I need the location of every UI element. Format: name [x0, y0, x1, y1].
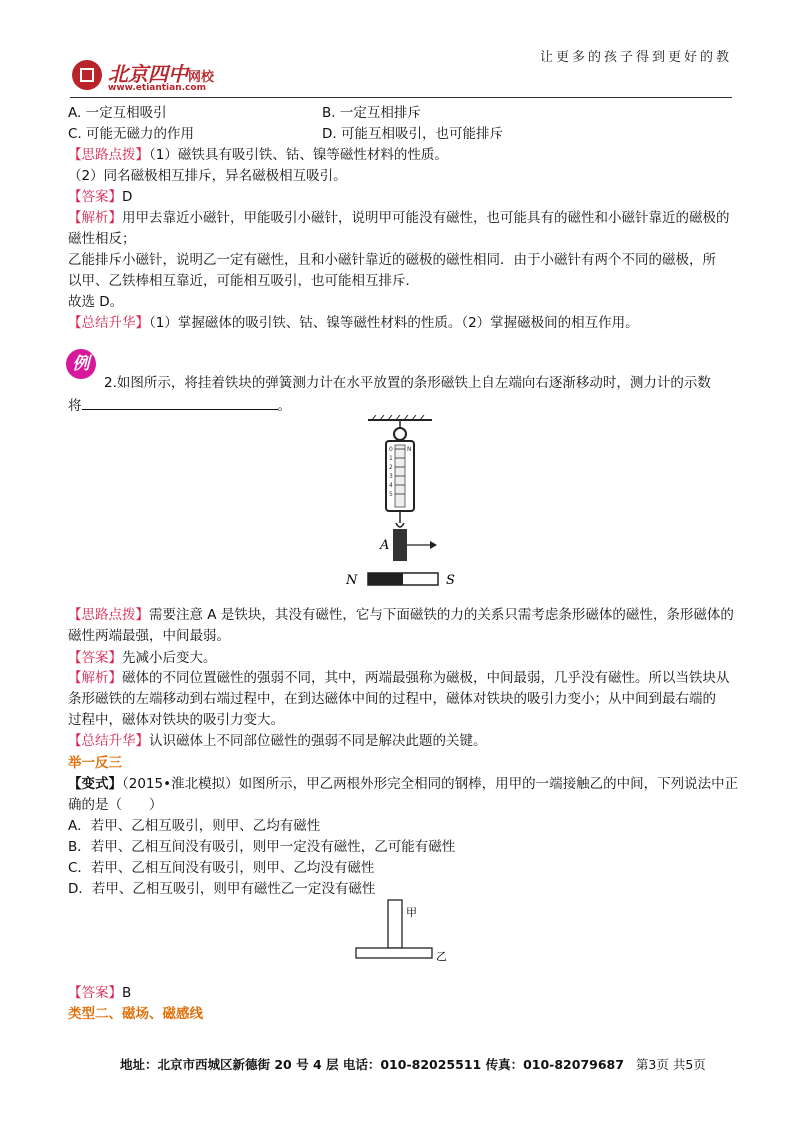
logo-name: 北京四中 — [108, 62, 188, 86]
q2-tip-text-1: 需要注意 A 是铁块，其没有磁性，它与下面磁铁的力的关系只需考虑条形磁体的磁性，条形磁体的 — [149, 607, 734, 623]
q1-explain-text-1: 用甲去靠近小磁针，甲能吸引小磁针，说明甲可能没有磁性，也可能具有的磁性和小磁针靠近的磁极的 — [122, 210, 730, 226]
footer-address: 地址：北京市西城区新德街 20 号 4 层 电话：010-82025511 传真：010-82079687 — [120, 1057, 624, 1072]
q2-tip-label: 【思路点拨】 — [68, 607, 149, 623]
top-ring — [394, 428, 406, 440]
logo-sub: 网校 — [188, 70, 215, 85]
q1-explain-line-4: 以甲、乙铁棒相互靠近，可能相互吸引，也可能相互排斥． — [68, 273, 419, 289]
q1-tip-text-1: （1）磁铁具有吸引铁、钴、镍等磁性材料的性质。 — [149, 147, 448, 163]
q1-answer-value: D — [122, 189, 133, 205]
footer-page: 第3页 共5页 — [635, 1057, 706, 1072]
q2-stem-line-1: 2.如图所示，将挂着铁块的弹簧测力计在水平放置的条形磁铁上自左端向右逐渐移动时，测力计的示数 — [104, 375, 711, 391]
q2-explain-line-2: 条形磁铁的左端移动到右端过程中，在到达磁体中间的过程中，磁体对铁块的吸引力变小；从中间到最右端的 — [68, 691, 716, 707]
q1-explain-line-3: 乙能排斥小磁针，说明乙一定有磁性，且和小磁针靠近的磁极的磁性相同．由于小磁针有两个不同的磁极，所 — [68, 252, 716, 268]
q1-summary-label: 【总结升华】 — [68, 315, 149, 331]
hook — [396, 523, 404, 527]
logo-url: www.etiantian.com — [108, 83, 206, 93]
svg-text:5: 5 — [389, 491, 393, 498]
header-divider — [70, 97, 732, 98]
q2-explain-text-1: 磁体的不同位置磁性的强弱不同，其中，两端最强称为磁极，中间最弱，几乎没有磁性。所以当铁块从 — [122, 670, 730, 686]
q2-summary-text: 认识磁体上不同部位磁性的强弱不同是解决此题的关键。 — [149, 733, 487, 749]
fig-label-jia: 甲 — [406, 906, 417, 919]
spring-scale-figure — [340, 415, 470, 595]
variant-option-b: B．若甲、乙相互间没有吸引，则甲一定没有磁性，乙可能有磁性 — [68, 839, 456, 855]
fig-label-a: A — [380, 538, 390, 553]
q2-answer-blank — [82, 395, 278, 410]
q2-explain-line-3: 过程中，磁体对铁块的吸引力变大。 — [68, 712, 284, 728]
q1-explain-line-2: 磁性相反； — [68, 231, 136, 247]
rod-jia — [388, 900, 402, 948]
q2-stem-line-2 — [68, 395, 291, 416]
q1-tip-label: 【思路点拨】 — [68, 147, 149, 163]
variant-stem-line-1 — [68, 774, 738, 794]
svg-text:2: 2 — [389, 464, 393, 471]
variant-option-a: A．若甲、乙相互吸引，则甲、乙均有磁性 — [68, 818, 321, 834]
q2-tip-line-2: 磁性两端最强，中间最弱。 — [68, 628, 230, 644]
q1-answer-label: 【答案】 — [68, 189, 122, 205]
section-heading-variant: 举一反三 — [68, 755, 122, 771]
rod-yi — [356, 948, 432, 958]
site-logo — [72, 58, 272, 96]
logo-emblem-icon — [72, 60, 102, 90]
q2-answer-label: 【答案】 — [68, 650, 122, 666]
svg-text:1: 1 — [389, 455, 393, 462]
svg-text:4: 4 — [389, 482, 393, 489]
steel-rods-figure — [350, 898, 470, 968]
iron-block — [393, 529, 407, 561]
variant-option-d: D．若甲、乙相互吸引，则甲有磁性乙一定没有磁性 — [68, 881, 376, 897]
q2-answer-value: 先减小后变大。 — [122, 650, 217, 666]
svg-text:0: 0 — [389, 446, 393, 453]
q2-answer — [68, 648, 217, 668]
variant-answer-value: B — [122, 985, 132, 1001]
variant-stem-line-2: 确的是（ ） — [68, 797, 163, 813]
q1-option-b: B. 一定互相排斥 — [322, 105, 421, 121]
example-badge: 例 — [66, 349, 96, 379]
variant-stem-text-1: （2015•淮北模拟）如图所示，甲乙两根外形完全相同的钢棒，用甲的一端接触乙的中间，下列说法中正 — [122, 776, 739, 792]
q1-option-d: D. 可能互相吸引，也可能排斥 — [322, 126, 503, 142]
q1-explain-label: 【解析】 — [68, 210, 122, 226]
q2-explain-line-1 — [68, 668, 730, 688]
q1-tip-line-2: （2）同名磁极相互排斥，异名磁极相互吸引。 — [68, 168, 347, 184]
q2-tip-line-1 — [68, 605, 734, 625]
header-slogan: 让更多的孩子得到更好的教 — [540, 50, 733, 65]
q1-summary — [68, 313, 639, 333]
q2-explain-label: 【解析】 — [68, 670, 122, 686]
q1-option-c: C. 可能无磁力的作用 — [68, 126, 195, 142]
q2-stem-prefix: 将 — [68, 398, 82, 414]
variant-option-c: C．若甲、乙相互间没有吸引，则甲、乙均没有磁性 — [68, 860, 375, 876]
q2-summary-label: 【总结升华】 — [68, 733, 149, 749]
footer — [120, 1055, 706, 1073]
section-heading-type-two: 类型二、磁场、磁感线 — [68, 1006, 203, 1022]
q1-answer — [68, 187, 132, 207]
variant-answer — [68, 983, 131, 1003]
q1-tip-line-1 — [68, 145, 448, 165]
q1-summary-text: （1）掌握磁体的吸引铁、钴、镍等磁性材料的性质。（2）掌握磁极间的相互作用。 — [149, 315, 639, 331]
q1-explain-line-1 — [68, 208, 730, 228]
fig-label-yi: 乙 — [436, 950, 447, 963]
q2-stem-suffix: 。 — [277, 398, 291, 414]
q2-summary — [68, 731, 487, 751]
fig-label-n: N — [346, 573, 358, 588]
svg-text:3: 3 — [389, 473, 393, 480]
q1-explain-line-5: 故选 D。 — [68, 294, 124, 310]
svg-text:N: N — [407, 446, 412, 453]
variant-label: 【变式】 — [68, 776, 122, 792]
variant-answer-label: 【答案】 — [68, 985, 122, 1001]
fig-label-s: S — [446, 573, 455, 588]
q1-option-a: A. 一定互相吸引 — [68, 105, 167, 121]
